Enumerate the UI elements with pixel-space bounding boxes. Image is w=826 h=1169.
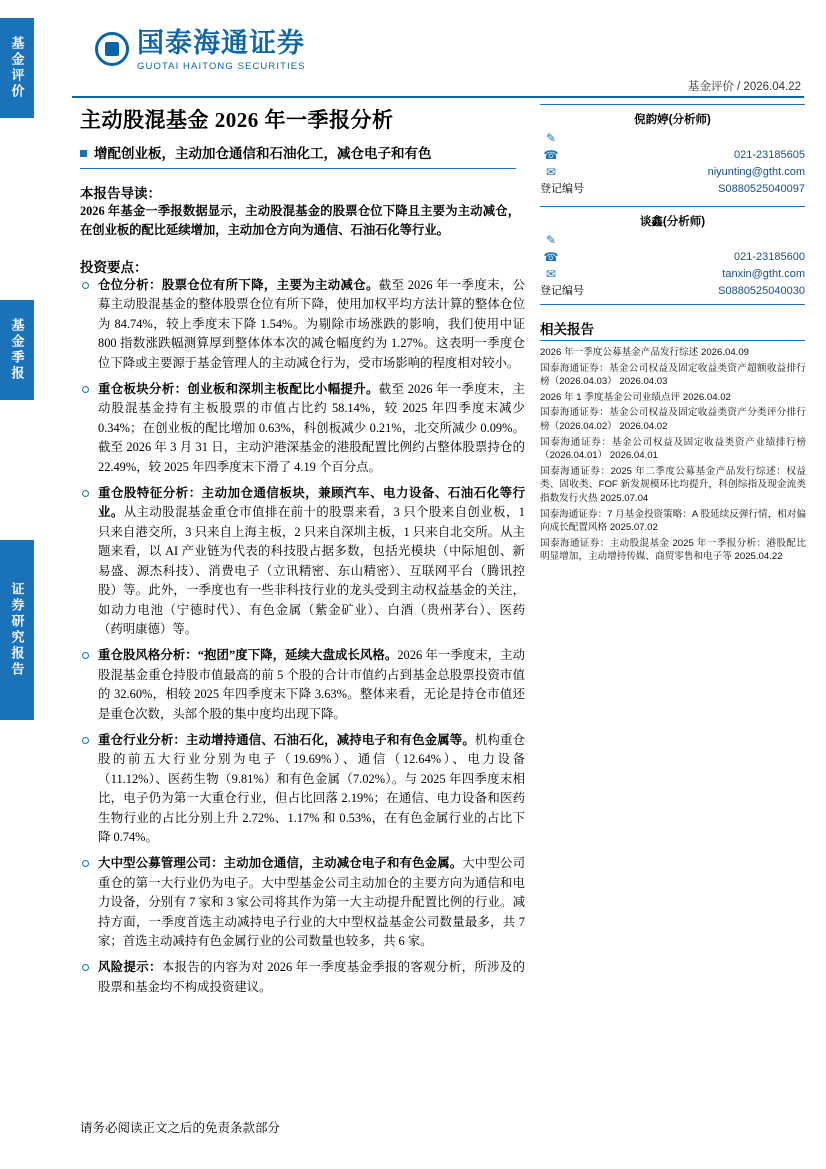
brand-name-cn: 国泰海通证券 [137,28,305,58]
analyst-email-row [540,266,805,283]
list-item [80,380,525,477]
lead-title: 本报告导读： [80,186,161,201]
analyst-phone: 021-23185600 [734,251,805,263]
lead-body: 2026 年基金一季报数据显示，主动股混基金的股票仓位下降且主要为主动减仓，在创业板的配比延续增加，主动加仓方向为通信、石油石化等行业。 [80,204,520,237]
point-text: 大中型公司重仓的第一大行业仍为电子。大中型基金公司主动加仓的主要方向为通信和电力设备，分别有 7 家和 3 家公司将其作为第一大主动提升配置比例的行业。减持方面，一季度首选主动减持电子行业的大中型权益基金公司数量最多，共 7 家；首选主动减持有色金属行业的公司数量也较多，共 6 家。 [98,856,526,948]
analyst-name: 倪韵婷(分析师) [634,114,711,126]
side-tab-fund-evaluation: 基金评价 [0,18,34,118]
list-item [80,276,525,373]
analyst-card [540,211,805,304]
page-subtitle [80,142,550,162]
side-tab-fund-quarterly: 基金季报 [0,300,34,400]
point-text: 从主动股混基金重仓市值排在前十的股票来看，3 只个股来自创业板，1 只来自港交所，3 只来自上海主板，2 只来自深圳主板，1 只来自北交所。从主题来看，以 AI 产业链为代表的科技股占据多数，包括光模块（中际旭创、新易盛、源杰科技）、消费电子（立讯精密、东山精密）、互联网平台（腾讯控股）等。此外，一季度也有一些非科技行业的龙头受到主动权益基金的关注，如动力电池（宁德时代）、有色金属（紫金矿业）、白酒（贵州茅台）、医药（药明康德）等。 [98,505,526,636]
analyst-reg-row [540,283,805,300]
list-item[interactable]: 国泰海通证券：基金公司权益及固定收益类资产分类评分排行榜（2026.04.02） 2026.04.02 [540,407,806,432]
logo-icon [95,32,129,66]
list-item [80,854,525,951]
phone-icon: ☎ [543,250,559,264]
analyst-divider-top [540,104,805,105]
analyst-divider-bottom [540,304,805,305]
analyst-signature-row [540,232,805,249]
list-item[interactable]: 国泰海通证券：7 月基金投资策略：A 股延续反弹行情，相对偏向成长配置风格 2025.07.02 [540,508,806,534]
list-item[interactable]: 国泰海通证券：基金公司权益及固定收益类资产业绩排行榜（2026.04.01） 2026.04.01 [540,436,806,462]
list-item[interactable]: 2026 年一季度公募基金产品发行综述 2026.04.09 [540,347,750,358]
list-item[interactable]: 国泰海通证券：2025 年二季度公募基金产品发行综述：权益类、固收类、FOF 新发规模环比均提升，科创综指及现金流类指数发行火热 2025.07.04 [540,465,806,504]
analyst-divider-mid [540,206,805,207]
related-reports-title: 相关报告 [540,322,594,337]
point-heading: 重仓板块分析：创业板和深圳主板配比小幅提升。 [98,382,379,397]
mail-icon: ✉ [545,165,557,179]
analyst-panel [540,104,805,309]
point-heading: 重仓股风格分析：“抱团”度下降，延续大盘成长风格。 [98,648,398,663]
point-heading: 重仓行业分析：主动增持通信、石油石化，减持电子和有色金属等。 [98,732,475,747]
brand-name-en: GUOTAI HAITONG SECURITIES [137,61,306,72]
pen-icon: ✎ [545,233,557,247]
point-heading: 重仓股特征分析：主动加仓通信板块，兼顾汽车、电力设备、石油石化等行业。 [98,486,525,520]
point-text: 2026 年一季度末，主动股混基金重仓持股市值最高的前 5 个股的合计市值约占到基金总股票投资市值的 32.60%，相较 2025 年四季度末下降 3.63%。整体来看，无论是持仓市值还是重仓次数，头部个股的集中度均出现下降。 [98,648,525,721]
page-title: 主动股混基金 2026 年一季报分析 [80,108,394,132]
analyst-email[interactable]: niyunting@gtht.com [707,166,805,178]
analyst-reg-label: 登记编号 [540,285,584,297]
list-item[interactable]: 国泰海通证券：基金公司权益及固定收益类资产超额收益排行榜（2026.04.03） 2026.04.03 [540,362,806,388]
point-heading: 大中型公募管理公司：主动加仓通信，主动减仓电子和有色金属。 [98,856,463,871]
brand-logo [95,28,306,72]
analyst-reg-no: S0880525040030 [718,285,805,297]
title-divider [80,168,516,169]
related-reports-divider [540,340,805,341]
list-item [80,731,525,847]
bullet-square-icon [80,150,87,157]
mail-icon: ✉ [545,267,557,281]
list-item [80,958,525,997]
analyst-phone-row [540,147,805,164]
point-heading: 风险提示： [98,960,162,975]
point-text: 本报告的内容为对 2026 年一季度基金季报的客观分析，所涉及的股票和基金均不构成投资建议。 [98,960,526,994]
analyst-reg-row [540,181,805,198]
report-category-date: 基金评价 / 2026.04.22 [687,81,801,93]
point-text: 机构重仓股的前五大行业分别为电子（19.69%）、通信（12.64%）、电力设备（11.12%）、医药生物（9.81%）和有色金属（7.02%）。与 2025 年四季度末相比，电子仍为第一大重仓行业，但占比回落 2.19%；在通信、电力设备和医药生物行业的占比分别上升 2.72%、1.17% 和 0.53%，在有色金属行业的占比下降 0.74%。 [98,732,526,844]
analyst-phone: 021-23185605 [734,149,805,161]
related-reports-list [540,346,806,566]
investment-points-list [80,276,525,1004]
point-text: 截至 2026 年一季度末，主动股混基金持有主板股票的市值占比约 58.14%，较 2025 年四季度末减少 0.34%；在创业板的配比增加 0.63%，科创板减少 0.21%，北交所减少 0.09%。截至 2026 年 3 月 31 日，主动沪港深基金的港股配置比例约占整体股票持仓的 22.49%，较 2025 年四季度末下滑了 4.19 个百分点。 [98,382,525,474]
analyst-reg-no: S0880525040097 [718,183,805,195]
header-divider [72,96,804,98]
pen-icon: ✎ [545,131,557,145]
analyst-email[interactable]: tanxin@gtht.com [722,268,805,280]
investment-points-title: 投资要点： [80,260,148,275]
analyst-phone-row [540,249,805,266]
page-subtitle-text: 增配创业板，主动加仓通信和石油化工，减仓电子和有色 [94,146,432,161]
side-tab-research-report: 证券研究报告 [0,540,34,720]
analyst-signature-row [540,130,805,147]
analyst-card [540,109,805,202]
analyst-name: 谈鑫(分析师) [639,216,706,228]
analyst-reg-label: 登记编号 [540,183,584,195]
list-item[interactable]: 国泰海通证券：主动股混基金 2025 年一季报分析：港股配比明显增加，主动增持传媒、商贸零售和电子等 2025.04.22 [540,537,806,563]
side-tab-strip [0,0,34,1169]
list-item[interactable]: 2026 年 1 季度基金公司业绩点评 2026.04.02 [540,391,731,403]
footer-disclaimer: 请务必阅读正文之后的免责条款部分 [80,1121,281,1135]
list-item [80,484,525,639]
point-text: 截至 2026 年一季度末，公募主动股混基金的整体股票仓位有所下降，使用加权平均方法计算的整体仓位为 84.74%，较上季度末下降 1.54%。为剔除市场涨跌的影响，我们使用中证 800 指数涨跌幅测算厚到整体体本次的减仓幅度约为 1.27%。这表明一季度仓位下降或主要源于基金管理人的主动减仓行为，受市场影响的程度相对较小。 [98,278,525,370]
analyst-email-row [540,164,805,181]
point-heading: 仓位分析：股票仓位有所下降，主要为主动减仓。 [98,278,379,292]
phone-icon: ☎ [543,148,559,162]
list-item [80,646,525,724]
